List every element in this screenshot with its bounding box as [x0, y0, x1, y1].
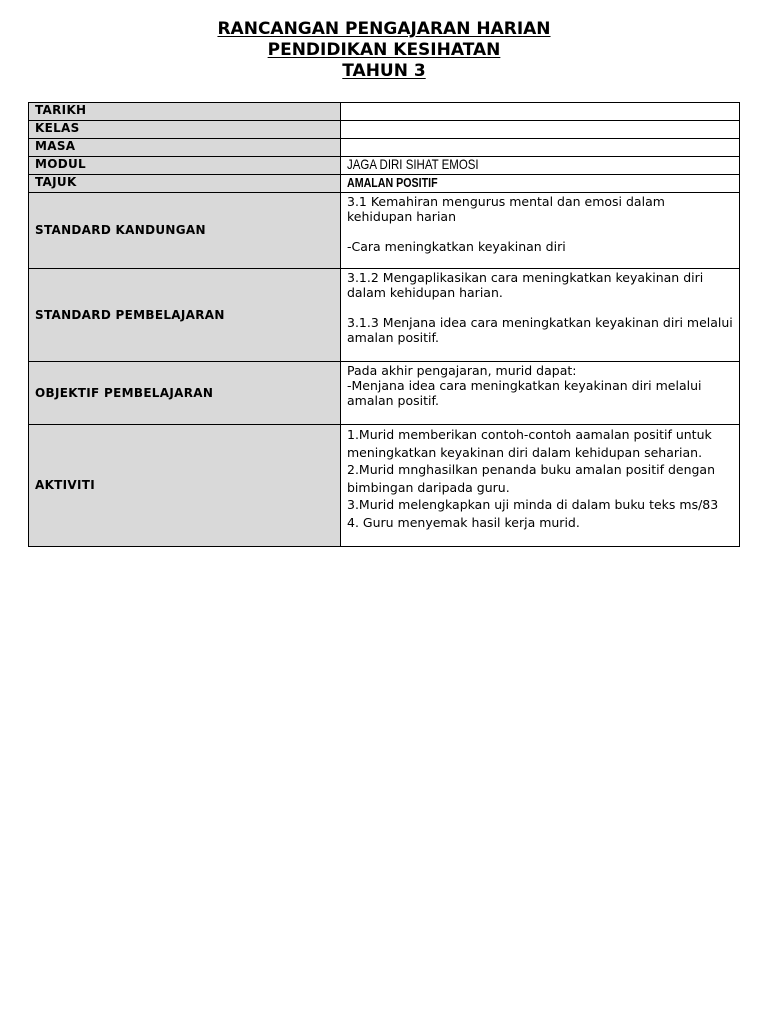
row-tarikh: [29, 103, 740, 121]
label-tajuk: TAJUK: [29, 175, 341, 193]
value-modul: [341, 157, 740, 175]
value-standard-kandungan: [341, 193, 740, 269]
objektif-p1: Pada akhir pengajaran, murid dapat:: [347, 363, 577, 378]
label-standard-kandungan: STANDARD KANDUNGAN: [29, 193, 341, 269]
row-tajuk: [29, 175, 740, 193]
value-aktiviti: [341, 425, 740, 547]
label-tarikh: TARIKH: [29, 103, 341, 121]
label-aktiviti: AKTIVITI: [29, 425, 341, 547]
label-masa: MASA: [29, 139, 341, 157]
objektif-p2: -Menjana idea cara meningkatkan keyakinan diri melalui amalan positif.: [347, 378, 702, 408]
label-modul: MODUL: [29, 157, 341, 175]
row-standard-kandungan: [29, 193, 740, 269]
value-standard-pembelajaran: [341, 269, 740, 362]
value-objektif-pembelajaran: [341, 362, 740, 425]
standard-kandungan-p1: 3.1 Kemahiran mengurus mental dan emosi dalam kehidupan harian: [347, 194, 665, 224]
document-title: RANCANGAN PENGAJARAN HARIAN: [217, 19, 551, 39]
standard-pembelajaran-p2: 3.1.3 Menjana idea cara meningkatkan keyakinan diri melalui amalan positif.: [347, 315, 733, 345]
label-standard-pembelajaran: STANDARD PEMBELAJARAN: [29, 269, 341, 362]
row-modul: [29, 157, 740, 175]
row-aktiviti: [29, 425, 740, 547]
tajuk-text: AMALAN POSITIF: [347, 175, 438, 190]
year-title: TAHUN 3: [342, 61, 426, 81]
lesson-plan-table: [28, 102, 740, 547]
value-kelas: [341, 121, 740, 139]
row-objektif-pembelajaran: [29, 362, 740, 425]
row-standard-pembelajaran: [29, 269, 740, 362]
row-masa: [29, 139, 740, 157]
aktiviti-item-1: 1.Murid memberikan contoh-contoh aamalan positif untuk meningkatkan keyakinan diri dalam kehidupan seharian.: [347, 427, 712, 460]
aktiviti-item-4: 4. Guru menyemak hasil kerja murid.: [347, 514, 580, 530]
document-header: [0, 19, 768, 82]
label-objektif-pembelajaran: OBJEKTIF PEMBELAJARAN: [29, 362, 341, 425]
subject-title: PENDIDIKAN KESIHATAN: [267, 40, 501, 60]
value-tarikh: [341, 103, 740, 121]
row-kelas: [29, 121, 740, 139]
standard-pembelajaran-p1: 3.1.2 Mengaplikasikan cara meningkatkan keyakinan diri dalam kehidupan harian.: [347, 270, 704, 300]
value-masa: [341, 139, 740, 157]
value-tajuk: [341, 175, 740, 193]
standard-kandungan-p2: -Cara meningkatkan keyakinan diri: [347, 239, 566, 254]
label-kelas: KELAS: [29, 121, 341, 139]
modul-text: JAGA DIRI SIHAT EMOSI: [347, 156, 479, 172]
aktiviti-item-3: 3.Murid melengkapkan uji minda di dalam buku teks ms/83: [347, 497, 719, 512]
aktiviti-item-2: 2.Murid mnghasilkan penanda buku amalan positif dengan bimbingan daripada guru.: [347, 462, 716, 495]
